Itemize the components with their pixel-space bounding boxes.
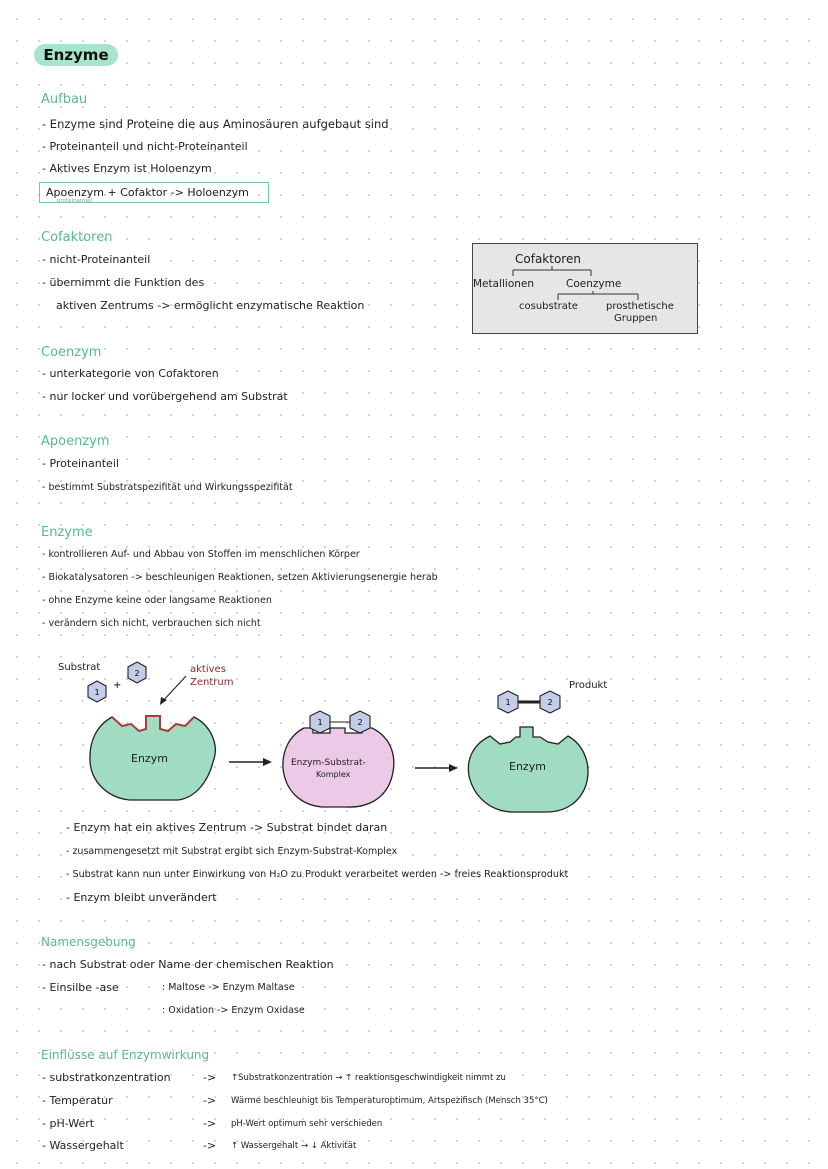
substrate-hexagon-1 <box>88 681 106 702</box>
apoenzym-line-2: - bestimmt Substratspezifität und Wirkungsspezifität <box>42 482 293 493</box>
enzyme-line-2: - Biokatalysatoren -> beschleunigen Reaktionen, setzen Aktivierungsenergie herab <box>42 572 438 583</box>
coenzym-line-1: - unterkategorie von Cofaktoren <box>42 367 219 380</box>
produkt-label: Produkt <box>569 680 608 691</box>
zentrum-label: Zentrum <box>190 677 234 688</box>
tree-gruppen: Gruppen <box>614 313 658 324</box>
enzym-label-2: Enzym <box>509 760 546 773</box>
einfluss-arrow-2: -> <box>203 1094 217 1107</box>
plus-sign: + <box>113 680 122 691</box>
einfluss-effect-1: ↑Substratkonzentration → ↑ reaktionsgeschwindigkeit nimmt zu <box>231 1073 506 1083</box>
einfluss-effect-4: ↑ Wassergehalt → ↓ Aktivität <box>231 1141 357 1151</box>
product-hexagon-2 <box>540 691 560 713</box>
substrate-hexagon-2 <box>128 662 146 683</box>
mechanism-line-3: - Substrat kann nun unter Einwirkung von H₂O zu Produkt verarbeitet werden -> freies Reaktionsprodukt <box>66 869 569 880</box>
tree-cosubstrate: cosubstrate <box>519 301 578 312</box>
mechanism-line-4: - Enzym bleibt unverändert <box>66 891 217 904</box>
apoenzym-line-1: - Proteinanteil <box>42 457 119 470</box>
substrat-label: Substrat <box>58 662 101 673</box>
svg-text:2: 2 <box>357 718 363 727</box>
hex-label-2: 2 <box>134 669 140 678</box>
tree-root: Cofaktoren <box>515 252 581 266</box>
svg-text:1: 1 <box>505 698 511 707</box>
product-hexagon-1 <box>498 691 518 713</box>
hex-label-1: 1 <box>94 688 100 697</box>
complex-hexagon-1 <box>310 711 330 733</box>
svg-text:2: 2 <box>547 698 553 707</box>
svg-text:1: 1 <box>317 718 323 727</box>
page-title: Enzyme <box>34 44 118 66</box>
heading-namensgebung: Namensgebung <box>41 935 136 949</box>
tree-coenzyme: Coenzyme <box>566 278 622 290</box>
namensgebung-line-4: : Oxidation -> Enzym Oxidase <box>162 1005 305 1016</box>
enzym-label-1: Enzym <box>131 752 168 765</box>
aufbau-line-2: - Proteinanteil und nicht-Proteinanteil <box>42 140 248 153</box>
cofaktoren-line-3: aktiven Zentrums -> ermöglicht enzymatische Reaktion <box>56 299 365 312</box>
tree-metallionen: Metallionen <box>473 278 535 290</box>
namensgebung-line-2: - Einsilbe -ase <box>42 981 119 994</box>
heading-coenzym: Coenzym <box>41 345 102 360</box>
einfluss-factor-4: - Wassergehalt <box>42 1139 124 1152</box>
einfluss-arrow-1: -> <box>203 1071 217 1084</box>
pointer-arrow-line <box>162 676 186 702</box>
cofaktoren-line-1: - nicht-Proteinanteil <box>42 253 151 266</box>
aktives-label: aktives <box>190 664 226 675</box>
heading-apoenzym: Apoenzym <box>41 434 110 449</box>
complex-hexagon-2 <box>350 711 370 733</box>
einfluss-arrow-4: -> <box>203 1139 217 1152</box>
complex-label-1: Enzym-Substrat- <box>291 758 366 768</box>
holoenzym-formula: Apoenzym + Cofaktor -> Holoenzym <box>39 182 269 203</box>
enzyme-line-1: - kontrollieren Auf- und Abbau von Stoffen im menschlichen Körper <box>42 549 360 560</box>
einfluss-factor-2: - Temperatur <box>42 1094 113 1107</box>
namensgebung-line-3: : Maltose -> Enzym Maltase <box>162 982 295 993</box>
mechanism-line-2: - zusammengesetzt mit Substrat ergibt sich Enzym-Substrat-Komplex <box>66 846 398 857</box>
enzyme-line-3: - ohne Enzyme keine oder langsame Reaktionen <box>42 595 272 606</box>
heading-aufbau: Aufbau <box>41 92 88 107</box>
tree-prosthetische: prosthetische <box>606 301 674 312</box>
einfluss-factor-1: - substratkonzentration <box>42 1071 171 1084</box>
coenzym-line-2: - nur locker und vorübergehend am Substrat <box>42 390 288 403</box>
namensgebung-line-1: - nach Substrat oder Name der chemischen Reaktion <box>42 958 334 971</box>
aufbau-line-3: - Aktives Enzym ist Holoenzym <box>42 162 212 175</box>
cofaktoren-line-2: - übernimmt die Funktion des <box>42 276 205 289</box>
heading-enzyme: Enzyme <box>41 525 93 540</box>
einfluss-effect-3: pH-Wert optimum sehr verschieden <box>231 1119 383 1129</box>
heading-einfluesse: Einflüsse auf Enzymwirkung <box>41 1048 210 1062</box>
einfluss-effect-2: Wärme beschleunigt bis Temperaturoptimum, Artspezifisch (Mensch 35°C) <box>231 1096 548 1106</box>
complex-label-2: Komplex <box>316 770 351 779</box>
mechanism-line-1: - Enzym hat ein aktives Zentrum -> Substrat bindet daran <box>66 821 388 834</box>
formula-note: proteinanteil <box>57 198 93 204</box>
einfluss-factor-3: - pH-Wert <box>42 1117 95 1130</box>
einfluss-arrow-3: -> <box>203 1117 217 1130</box>
aufbau-line-1: - Enzyme sind Proteine die aus Aminosäuren aufgebaut sind <box>42 117 389 131</box>
heading-cofaktoren: Cofaktoren <box>41 230 113 245</box>
enzyme-line-4: - verändern sich nicht, verbrauchen sich nicht <box>42 618 261 629</box>
